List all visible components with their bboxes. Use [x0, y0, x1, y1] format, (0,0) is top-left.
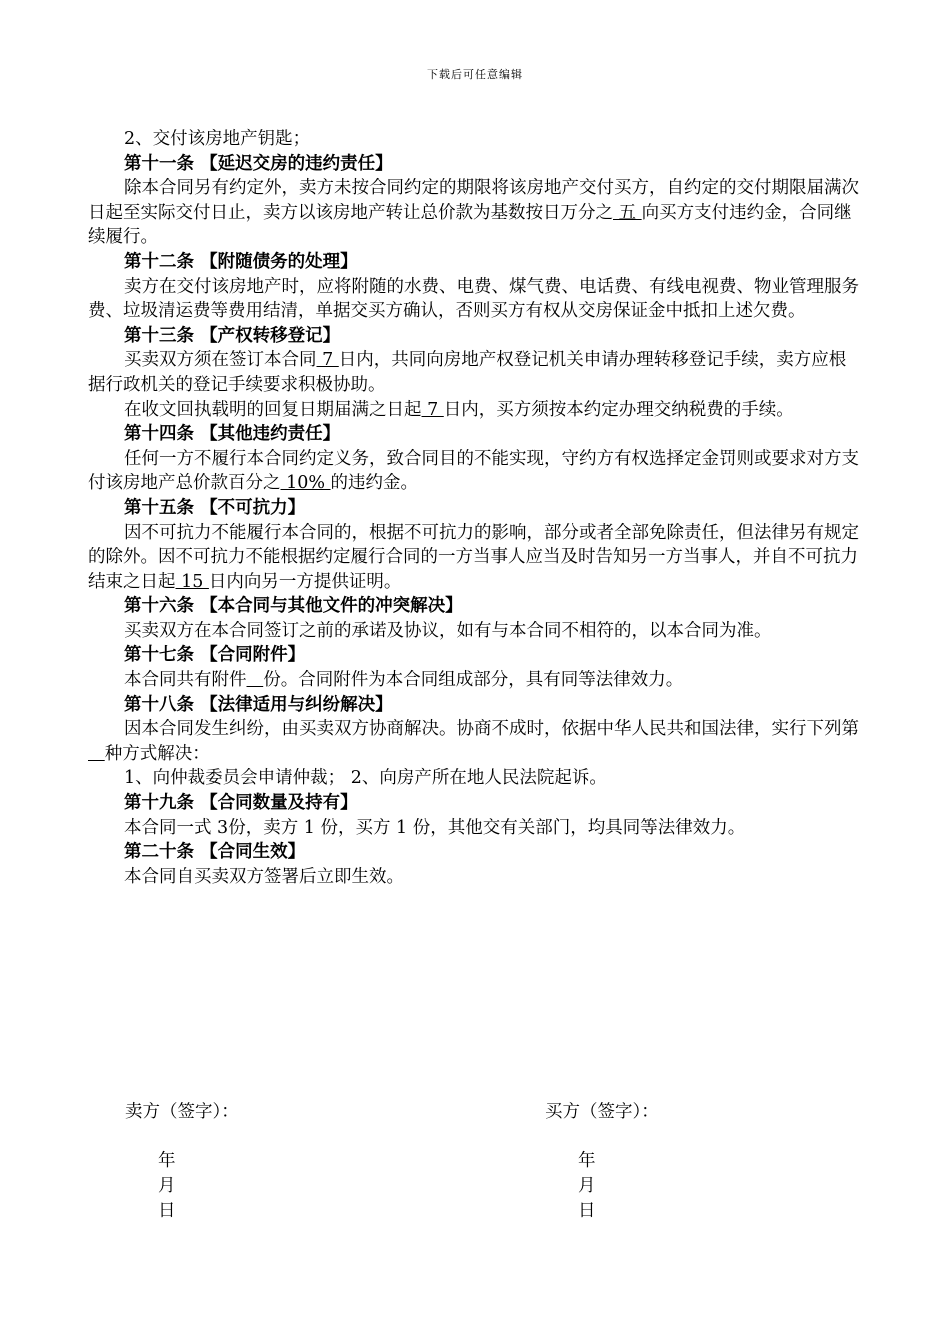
- tax-days-blank: 7: [421, 399, 444, 420]
- buyer-signature-label: 买方（签字）：: [545, 1102, 659, 1122]
- article-20-title: 第二十条 【合同生效】: [124, 842, 306, 863]
- article-13-paragraph-1: 买卖双方须在签订本合同 7 日内，共同向房地产权登记机关申请办理转移登记手续，卖方应根据行政机关的登记手续要求积极协助。: [88, 350, 847, 395]
- seller-signature-label: 卖方（签字）：: [125, 1102, 239, 1122]
- article-17-paragraph: 本合同共有附件 份。合同附件为本合同组成部分，具有同等法律效力。: [124, 670, 684, 691]
- article-11-title: 第十一条 【延迟交房的违约责任】: [124, 153, 393, 174]
- article-15-paragraph: 因不可抗力不能履行本合同的，根据不可抗力的影响，部分或者全部免除责任，但法律另有规定的除外。因不可抗力不能根据约定履行合同的一方当事人应当及时告知另一方当事人，并自不可抗力结束之日起 15 日内向另一方提供证明。: [88, 522, 859, 592]
- article-14-title: 第十四条 【其他违约责任】: [124, 424, 341, 445]
- article-12-title: 第十二条 【附随债务的处理】: [124, 251, 358, 272]
- article-15-title: 第十五条 【不可抗力】: [124, 497, 306, 518]
- article-12-paragraph: 卖方在交付该房地产时，应将附随的水费、电费、煤气费、电话费、有线电视费、物业管理服务费、垃圾清运费等费用结清，单据交买方确认，否则买方有权从交房保证金中抵扣上述欠费。: [88, 276, 859, 322]
- article-16-title: 第十六条 【本合同与其他文件的冲突解决】: [124, 596, 463, 617]
- force-majeure-days-blank: 15: [175, 571, 209, 592]
- registration-days-blank: 7: [316, 350, 339, 371]
- article-19-title: 第十九条 【合同数量及持有】: [124, 793, 358, 814]
- article-18-paragraph-1: 因本合同发生纠纷，由买卖双方协商解决。协商不成时，依据中华人民共和国法律，实行下列第 种方式解决：: [88, 717, 863, 766]
- attachment-count-blank: [247, 670, 264, 690]
- intro-line: 2、交付该房地产钥匙；: [124, 129, 311, 149]
- article-11-paragraph: 除本合同另有约定外，卖方未按合同约定的期限将该房地产交付买方，自约定的交付期限届满次日起至实际交付日止，卖方以该房地产转让总价款为基数按日万分之 五 向买方支付违约金，合同继续履行。: [88, 178, 859, 248]
- article-17-title: 第十七条 【合同附件】: [124, 645, 306, 666]
- resolution-method-blank: [88, 744, 105, 764]
- late-delivery-rate-blank: 五: [613, 202, 642, 223]
- buyer-date: 年月日: [578, 1151, 596, 1221]
- seller-date: 年月日: [158, 1151, 176, 1221]
- contract-body: [88, 127, 863, 889]
- article-18-paragraph-2: 1、向仲裁委员会申请仲裁； 2、向房产所在地人民法院起诉。: [124, 768, 607, 789]
- article-20-paragraph: 本合同自买卖双方签署后立即生效。: [124, 866, 404, 887]
- article-18-title: 第十八条 【法律适用与纠纷解决】: [124, 694, 393, 715]
- penalty-percent-blank: 10%: [280, 473, 331, 494]
- article-13-title: 第十三条 【产权转移登记】: [124, 325, 341, 346]
- article-13-paragraph-2: 在收文回执载明的回复日期届满之日起 7 日内，买方须按本约定办理交纳税费的手续。: [124, 399, 794, 420]
- article-19-paragraph: 本合同一式 3份，卖方 1 份，买方 1 份，其他交有关部门，均具同等法律效力。: [124, 817, 746, 838]
- article-14-paragraph: 任何一方不履行本合同约定义务，致合同目的不能实现，守约方有权选择定金罚则或要求对方支付该房地产总价款百分之 10% 的违约金。: [88, 448, 859, 494]
- page-header: 下载后可任意编辑: [427, 68, 523, 81]
- article-16-paragraph: 买卖双方在本合同签订之前的承诺及协议，如有与本合同不相符的，以本合同为准。: [124, 620, 772, 641]
